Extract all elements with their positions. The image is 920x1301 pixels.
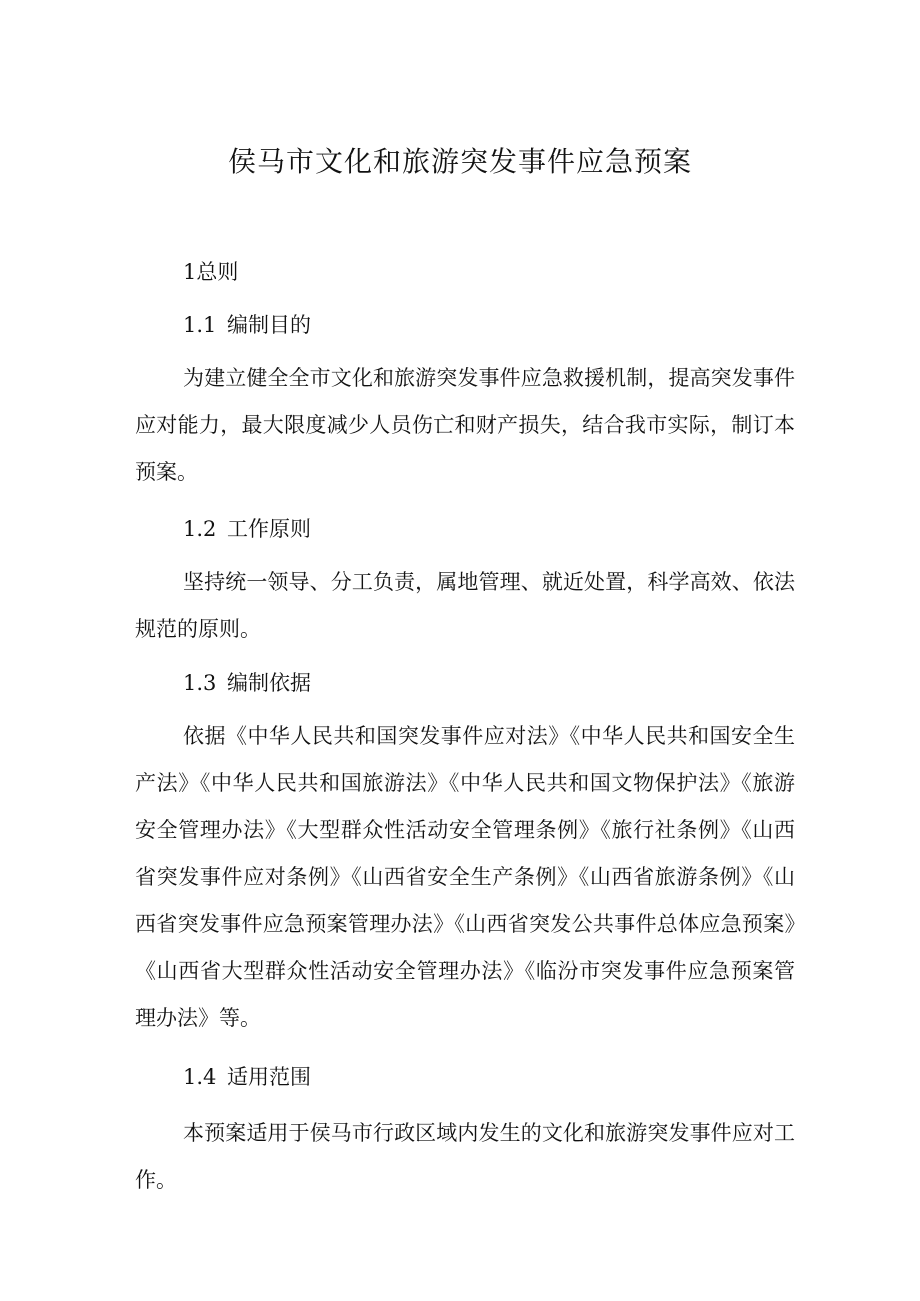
section-title: 编制依据 <box>227 671 311 695</box>
section-title: 适用范围 <box>227 1065 311 1089</box>
section-title: 工作原则 <box>227 517 311 541</box>
section-number: 1.3 <box>183 671 217 695</box>
paragraph-1-1: 为建立健全全市文化和旅游突发事件应急救援机制，提高突发事件应对能力，最大限度减少人员伤亡和财产损失，结合我市实际，制订本预案。 <box>135 366 795 484</box>
section-number: 1.1 <box>183 313 217 337</box>
section-heading-1 <box>135 249 795 296</box>
section-heading-1-4 <box>135 1054 795 1101</box>
document-title: 侯马市文化和旅游突发事件应急预案 <box>227 145 692 178</box>
paragraph-1-4: 本预案适用于侯马市行政区域内发生的文化和旅游突发事件应对工作。 <box>135 1121 795 1192</box>
paragraph-1-2: 坚持统一领导、分工负责，属地管理、就近处置，科学高效、依法规范的原则。 <box>135 570 795 641</box>
section-title: 编制目的 <box>227 313 311 337</box>
section-title: 1总则 <box>183 260 239 284</box>
section-number: 1.4 <box>183 1065 217 1089</box>
section-heading-1-3 <box>135 660 795 707</box>
section-heading-1-2 <box>135 506 795 553</box>
section-number: 1.2 <box>183 517 217 541</box>
paragraph-1-3: 依据《中华人民共和国突发事件应对法》《中华人民共和国安全生产法》《中华人民共和国旅游法》《中华人民共和国文物保护法》《旅游安全管理办法》《大型群众性活动安全管理条例》《旅行社条例》《山西省突发事件应对条例》《山西省安全生产条例》《山西省旅游条例》《山西省突发事件应急预案管理办法》《山西省突发公共事件总体应急预案》《山西省大型群众性活动安全管理办法》《临汾市突发事件应急预案管理办法》等。 <box>135 724 795 1030</box>
section-heading-1-1 <box>135 302 795 349</box>
